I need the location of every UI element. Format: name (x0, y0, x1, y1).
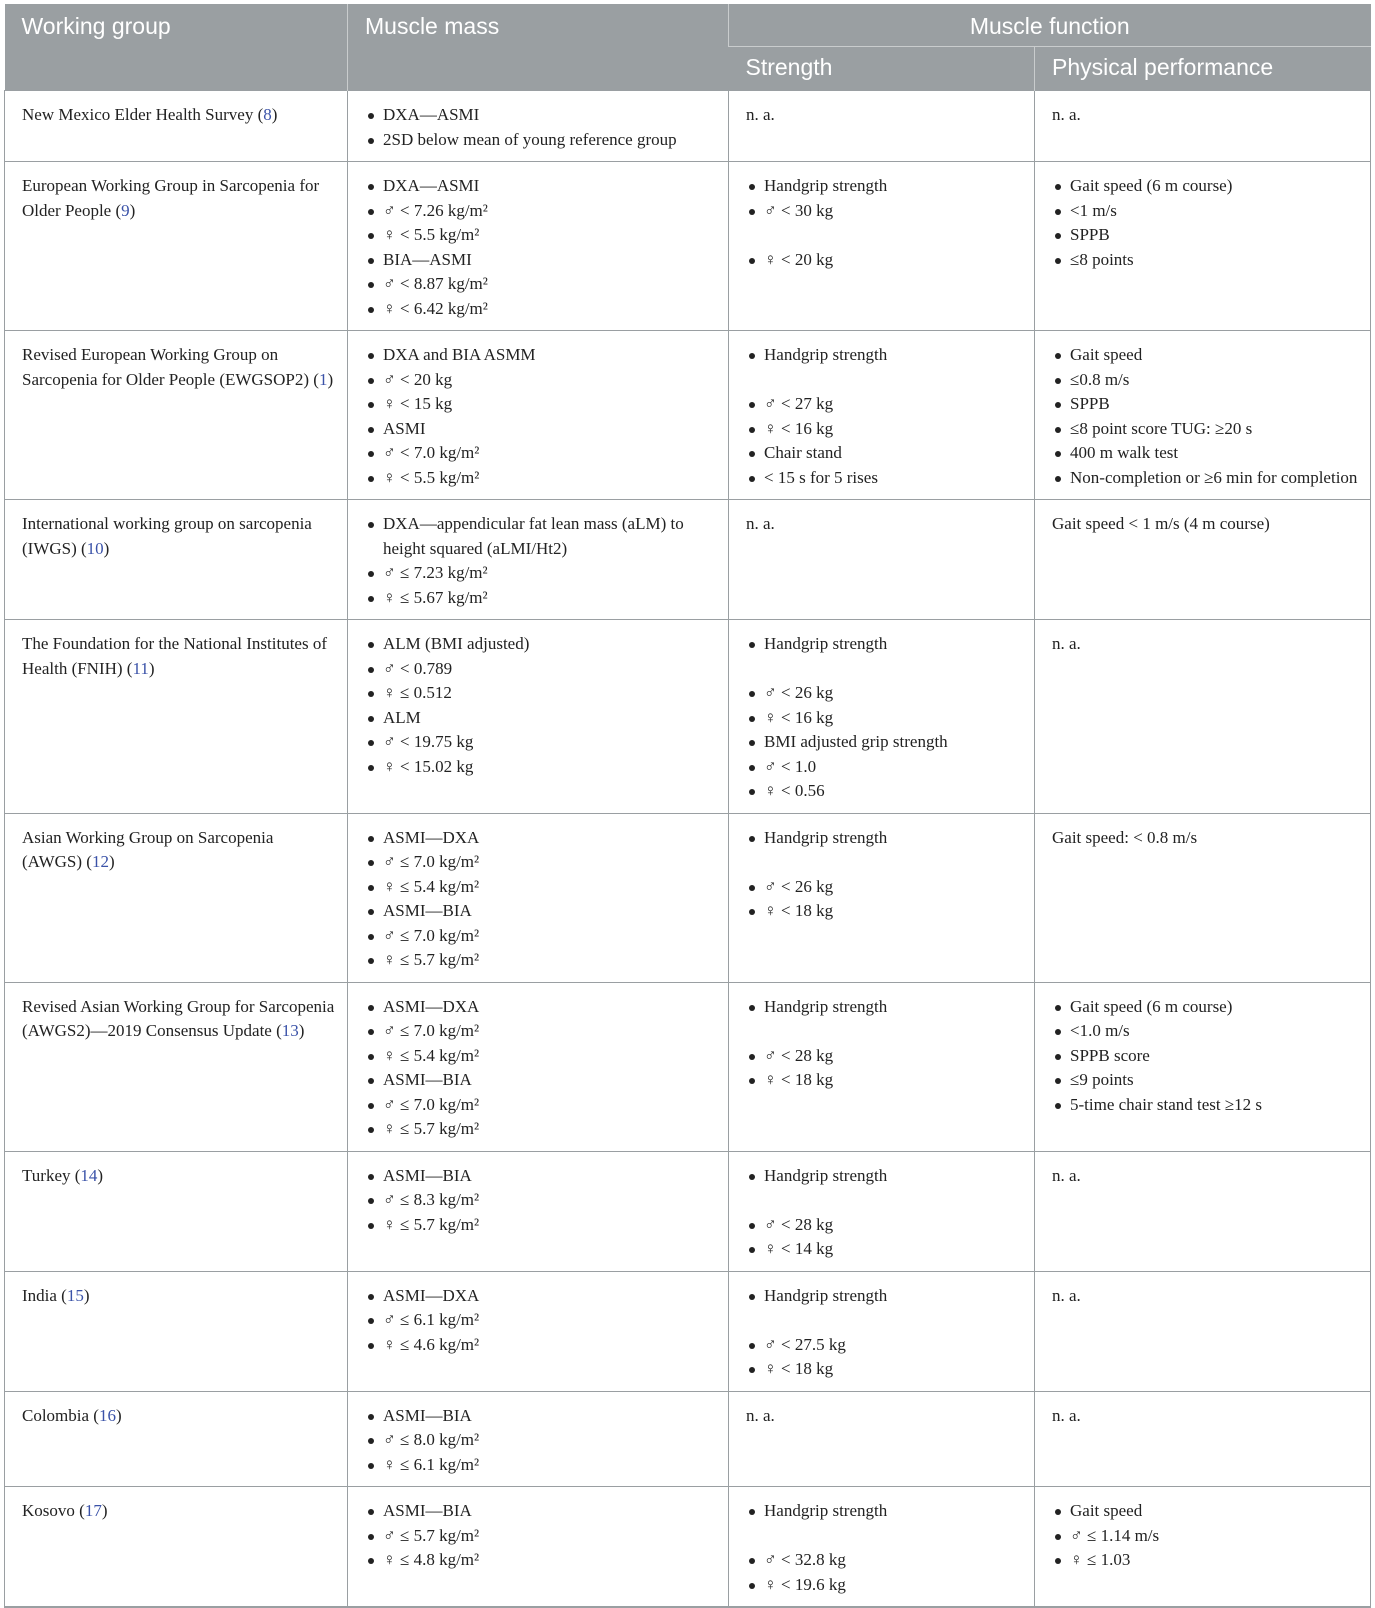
header-physical-performance: Physical performance (1035, 47, 1371, 91)
criteria-item: ♀ ≤ 1.03 (1052, 1548, 1360, 1573)
criteria-item: ASMI—BIA (365, 1499, 718, 1524)
header-muscle-function: Muscle function (729, 4, 1371, 47)
criteria-item: Handgrip strength (746, 632, 1024, 657)
criteria-item: Handgrip strength (746, 995, 1024, 1020)
criteria-item: ♂ < 28 kg (746, 1044, 1024, 1069)
muscle-mass-cell (348, 620, 729, 814)
table-row (5, 813, 1371, 982)
criteria-item: ♀ < 18 kg (746, 899, 1024, 924)
strength-cell: n. a. (729, 1391, 1035, 1487)
criteria-list (1052, 343, 1360, 490)
table-row (5, 500, 1371, 620)
working-group-cell (5, 1271, 348, 1391)
criteria-item: ASMI—DXA (365, 1284, 718, 1309)
header-strength: Strength (729, 47, 1035, 91)
criteria-item: Chair stand (746, 441, 1024, 466)
physical-performance-cell: n. a. (1035, 1271, 1371, 1391)
criteria-list (1052, 1499, 1360, 1573)
criteria-item: ♂ < 8.87 kg/m² (365, 272, 718, 297)
reference-link[interactable]: 16 (98, 1405, 116, 1425)
criteria-list (365, 826, 718, 973)
reference-link[interactable]: 1 (318, 369, 328, 389)
criteria-item: ♂ ≤ 6.1 kg/m² (365, 1308, 718, 1333)
criteria-item: ASMI—BIA (365, 1068, 718, 1093)
working-group-cell (5, 620, 348, 814)
group-name: European Working Group in Sarcopenia for Older People ( (22, 176, 320, 220)
reference-link[interactable]: 10 (86, 538, 104, 558)
working-group-cell (5, 1391, 348, 1487)
table-row (5, 1391, 1371, 1487)
criteria-item: ♂ ≤ 8.3 kg/m² (365, 1188, 718, 1213)
criteria-item: ♀ < 16 kg (746, 706, 1024, 731)
criteria-list (365, 995, 718, 1142)
group-name: Turkey ( (22, 1165, 81, 1185)
reference-link[interactable]: 15 (66, 1285, 84, 1305)
reference-link[interactable]: 9 (121, 200, 130, 220)
muscle-mass-cell (348, 162, 729, 331)
criteria-item: ♂ ≤ 7.0 kg/m² (365, 924, 718, 949)
criteria-item: ASMI—BIA (365, 899, 718, 924)
table-row (5, 620, 1371, 814)
criteria-item: ♀ < 5.5 kg/m² (365, 466, 718, 491)
strength-cell (729, 620, 1035, 814)
working-group-cell (5, 813, 348, 982)
criteria-item: Handgrip strength (746, 826, 1024, 851)
strength-cell (729, 331, 1035, 500)
criteria-item: ♀ ≤ 5.7 kg/m² (365, 1213, 718, 1238)
criteria-item: BIA—ASMI (365, 248, 718, 273)
group-name: Revised European Working Group on Sarcopenia for Older People (EWGSOP2) ( (22, 345, 319, 389)
reference-close: ) (108, 852, 115, 871)
criteria-item: SPPB (1052, 223, 1360, 248)
criteria-item: ASMI—BIA (365, 1404, 718, 1429)
group-name: Kosovo ( (22, 1501, 85, 1520)
criteria-list (365, 1284, 718, 1358)
criteria-item: Gait speed (6 m course) (1052, 995, 1360, 1020)
header-working-group: Working group (5, 4, 348, 91)
criteria-item: ♂ < 0.789 (365, 657, 718, 682)
reference-close: ) (327, 369, 334, 389)
criteria-item: ♂ < 27 kg (746, 392, 1024, 417)
criteria-item: DXA—appendicular fat lean mass (aLM) to height squared (aLMI/Ht2) (365, 512, 718, 561)
criteria-item: ♂ < 1.0 (746, 755, 1024, 780)
criteria-item: ♂ ≤ 5.7 kg/m² (365, 1524, 718, 1549)
muscle-mass-cell (348, 1151, 729, 1271)
reference-link[interactable]: 12 (91, 852, 109, 871)
table-header (5, 4, 1371, 91)
criteria-item (746, 657, 1024, 682)
criteria-item: ♂ ≤ 7.0 kg/m² (365, 1093, 718, 1118)
physical-performance-cell (1035, 331, 1371, 500)
reference-link[interactable]: 8 (263, 105, 272, 124)
criteria-item: ♂ ≤ 7.0 kg/m² (365, 1019, 718, 1044)
criteria-item: Handgrip strength (746, 343, 1024, 368)
criteria-list (746, 174, 1024, 272)
physical-performance-cell: n. a. (1035, 620, 1371, 814)
criteria-item: ASMI—DXA (365, 995, 718, 1020)
criteria-list (365, 103, 718, 152)
criteria-list (746, 1499, 1024, 1597)
muscle-mass-cell (348, 1391, 729, 1487)
criteria-item: ♀ < 15 kg (365, 392, 718, 417)
physical-performance-cell: Gait speed < 1 m/s (4 m course) (1035, 500, 1371, 620)
muscle-mass-cell (348, 813, 729, 982)
group-name: Asian Working Group on Sarcopenia (AWGS) ( (22, 827, 274, 871)
reference-close: ) (97, 1165, 104, 1185)
group-name: International working group on sarcopenia (IWGS) ( (22, 514, 312, 558)
criteria-item: < 15 s for 5 rises (746, 466, 1024, 491)
table-row (5, 1151, 1371, 1271)
criteria-item: <1.0 m/s (1052, 1019, 1360, 1044)
working-group-cell (5, 1487, 348, 1608)
criteria-item (746, 1308, 1024, 1333)
strength-cell: n. a. (729, 500, 1035, 620)
criteria-item (746, 1188, 1024, 1213)
working-group-cell (5, 331, 348, 500)
criteria-item: ♀ ≤ 5.7 kg/m² (365, 1117, 718, 1142)
physical-performance-cell (1035, 162, 1371, 331)
working-group-cell (5, 982, 348, 1151)
strength-cell (729, 982, 1035, 1151)
criteria-item: Gait speed (1052, 343, 1360, 368)
reference-link[interactable]: 17 (84, 1501, 102, 1520)
criteria-item: <1 m/s (1052, 199, 1360, 224)
working-group-cell (5, 500, 348, 620)
table-row (5, 1487, 1371, 1608)
strength-cell (729, 1151, 1035, 1271)
criteria-item: DXA and BIA ASMM (365, 343, 718, 368)
criteria-item: ♀ ≤ 6.1 kg/m² (365, 1453, 718, 1478)
criteria-item: ♂ < 19.75 kg (365, 730, 718, 755)
criteria-list (746, 632, 1024, 804)
criteria-list (365, 1404, 718, 1478)
criteria-item: ♂ < 7.0 kg/m² (365, 441, 718, 466)
reference-close: ) (101, 1501, 108, 1520)
criteria-item: ♀ ≤ 5.4 kg/m² (365, 875, 718, 900)
reference-link[interactable]: 13 (281, 1021, 299, 1040)
muscle-mass-cell (348, 1271, 729, 1391)
criteria-item: ALM (BMI adjusted) (365, 632, 718, 657)
criteria-list (746, 1284, 1024, 1382)
criteria-item: ♀ ≤ 5.67 kg/m² (365, 586, 718, 611)
sarcopenia-criteria-table (4, 4, 1371, 1608)
reference-close: ) (83, 1285, 90, 1305)
criteria-item: ≤8 point score TUG: ≥20 s (1052, 417, 1360, 442)
criteria-item: Non-completion or ≥6 min for completion (1052, 466, 1360, 491)
working-group-cell (5, 1151, 348, 1271)
criteria-item: ALM (365, 706, 718, 731)
criteria-item: ♀ ≤ 5.4 kg/m² (365, 1044, 718, 1069)
reference-link[interactable]: 14 (80, 1165, 98, 1185)
criteria-list (365, 512, 718, 610)
criteria-item: ♀ < 15.02 kg (365, 755, 718, 780)
criteria-item: ♂ ≤ 7.0 kg/m² (365, 850, 718, 875)
table-row (5, 162, 1371, 331)
criteria-item: ♀ < 0.56 (746, 779, 1024, 804)
muscle-mass-cell (348, 1487, 729, 1608)
criteria-item: Handgrip strength (746, 1284, 1024, 1309)
criteria-list (746, 1164, 1024, 1262)
working-group-cell (5, 91, 348, 162)
criteria-item: Handgrip strength (746, 1164, 1024, 1189)
group-name: India ( (22, 1285, 67, 1305)
reference-close: ) (298, 1021, 305, 1040)
criteria-item: ASMI—BIA (365, 1164, 718, 1189)
criteria-list (365, 632, 718, 779)
criteria-item: ♀ < 18 kg (746, 1068, 1024, 1093)
physical-performance-cell (1035, 1487, 1371, 1608)
criteria-item: ♀ < 20 kg (746, 248, 1024, 273)
muscle-mass-cell (348, 331, 729, 500)
criteria-list (746, 343, 1024, 490)
criteria-item: 2SD below mean of young reference group (365, 128, 718, 153)
criteria-item: ASMI (365, 417, 718, 442)
criteria-item: ♀ ≤ 5.7 kg/m² (365, 948, 718, 973)
criteria-list (746, 995, 1024, 1093)
criteria-list (365, 1499, 718, 1573)
muscle-mass-cell (348, 982, 729, 1151)
group-name: The Foundation for the National Institutes of Health (FNIH) ( (22, 634, 327, 678)
criteria-list (365, 174, 718, 321)
table-row (5, 331, 1371, 500)
criteria-item: ♂ < 7.26 kg/m² (365, 199, 718, 224)
criteria-item (746, 1524, 1024, 1549)
physical-performance-cell: n. a. (1035, 1151, 1371, 1271)
criteria-item: ♀ < 18 kg (746, 1357, 1024, 1382)
criteria-item: Gait speed (1052, 1499, 1360, 1524)
criteria-item: Gait speed (6 m course) (1052, 174, 1360, 199)
criteria-item (746, 223, 1024, 248)
criteria-list (746, 826, 1024, 924)
header-muscle-mass: Muscle mass (348, 4, 729, 91)
criteria-item (746, 368, 1024, 393)
criteria-item: ♀ ≤ 4.6 kg/m² (365, 1333, 718, 1358)
criteria-item: Handgrip strength (746, 174, 1024, 199)
criteria-item: ≤0.8 m/s (1052, 368, 1360, 393)
criteria-item: ≤9 points (1052, 1068, 1360, 1093)
criteria-item: ♂ < 27.5 kg (746, 1333, 1024, 1358)
criteria-item: ♂ < 20 kg (365, 368, 718, 393)
criteria-item: 400 m walk test (1052, 441, 1360, 466)
criteria-item: ≤8 points (1052, 248, 1360, 273)
criteria-item (746, 850, 1024, 875)
muscle-mass-cell (348, 91, 729, 162)
physical-performance-cell: n. a. (1035, 91, 1371, 162)
criteria-item: ♀ < 14 kg (746, 1237, 1024, 1262)
criteria-item: SPPB score (1052, 1044, 1360, 1069)
reference-close: ) (103, 538, 110, 558)
reference-close: ) (129, 200, 136, 220)
criteria-item: ♀ < 19.6 kg (746, 1573, 1024, 1598)
physical-performance-cell (1035, 982, 1371, 1151)
reference-close: ) (148, 658, 155, 678)
criteria-item: ♀ ≤ 0.512 (365, 681, 718, 706)
physical-performance-cell: Gait speed: < 0.8 m/s (1035, 813, 1371, 982)
criteria-list (365, 1164, 718, 1238)
criteria-item: ♂ ≤ 8.0 kg/m² (365, 1428, 718, 1453)
criteria-item: ♂ < 26 kg (746, 681, 1024, 706)
strength-cell (729, 162, 1035, 331)
strength-cell (729, 1487, 1035, 1608)
criteria-item: ♀ < 5.5 kg/m² (365, 223, 718, 248)
criteria-list (365, 343, 718, 490)
group-name: Colombia ( (22, 1405, 99, 1425)
strength-cell: n. a. (729, 91, 1035, 162)
criteria-item: ♀ < 16 kg (746, 417, 1024, 442)
strength-cell (729, 1271, 1035, 1391)
criteria-item: ♂ ≤ 7.23 kg/m² (365, 561, 718, 586)
table-row (5, 1271, 1371, 1391)
criteria-item: DXA—ASMI (365, 174, 718, 199)
criteria-item: ♂ < 28 kg (746, 1213, 1024, 1238)
criteria-item: BMI adjusted grip strength (746, 730, 1024, 755)
criteria-item: ♂ < 26 kg (746, 875, 1024, 900)
physical-performance-cell: n. a. (1035, 1391, 1371, 1487)
table-body (5, 91, 1371, 1608)
criteria-item: ASMI—DXA (365, 826, 718, 851)
reference-link[interactable]: 11 (132, 658, 149, 678)
criteria-item: Handgrip strength (746, 1499, 1024, 1524)
reference-close: ) (115, 1405, 122, 1425)
reference-close: ) (271, 105, 278, 124)
criteria-item: ♀ ≤ 4.8 kg/m² (365, 1548, 718, 1573)
working-group-cell (5, 162, 348, 331)
strength-cell (729, 813, 1035, 982)
criteria-item: ♂ < 32.8 kg (746, 1548, 1024, 1573)
group-name: Revised Asian Working Group for Sarcopenia (AWGS2)—2019 Consensus Update ( (22, 996, 335, 1040)
criteria-item: ♀ < 6.42 kg/m² (365, 297, 718, 322)
table-row (5, 982, 1371, 1151)
criteria-item: 5-time chair stand test ≥12 s (1052, 1093, 1360, 1118)
criteria-item: DXA—ASMI (365, 103, 718, 128)
muscle-mass-cell (348, 500, 729, 620)
criteria-item: ♂ < 30 kg (746, 199, 1024, 224)
criteria-item: SPPB (1052, 392, 1360, 417)
criteria-item: ♂ ≤ 1.14 m/s (1052, 1524, 1360, 1549)
group-name: New Mexico Elder Health Survey ( (22, 105, 264, 124)
criteria-list (1052, 174, 1360, 272)
criteria-item (746, 1019, 1024, 1044)
criteria-list (1052, 995, 1360, 1118)
table-row (5, 91, 1371, 162)
